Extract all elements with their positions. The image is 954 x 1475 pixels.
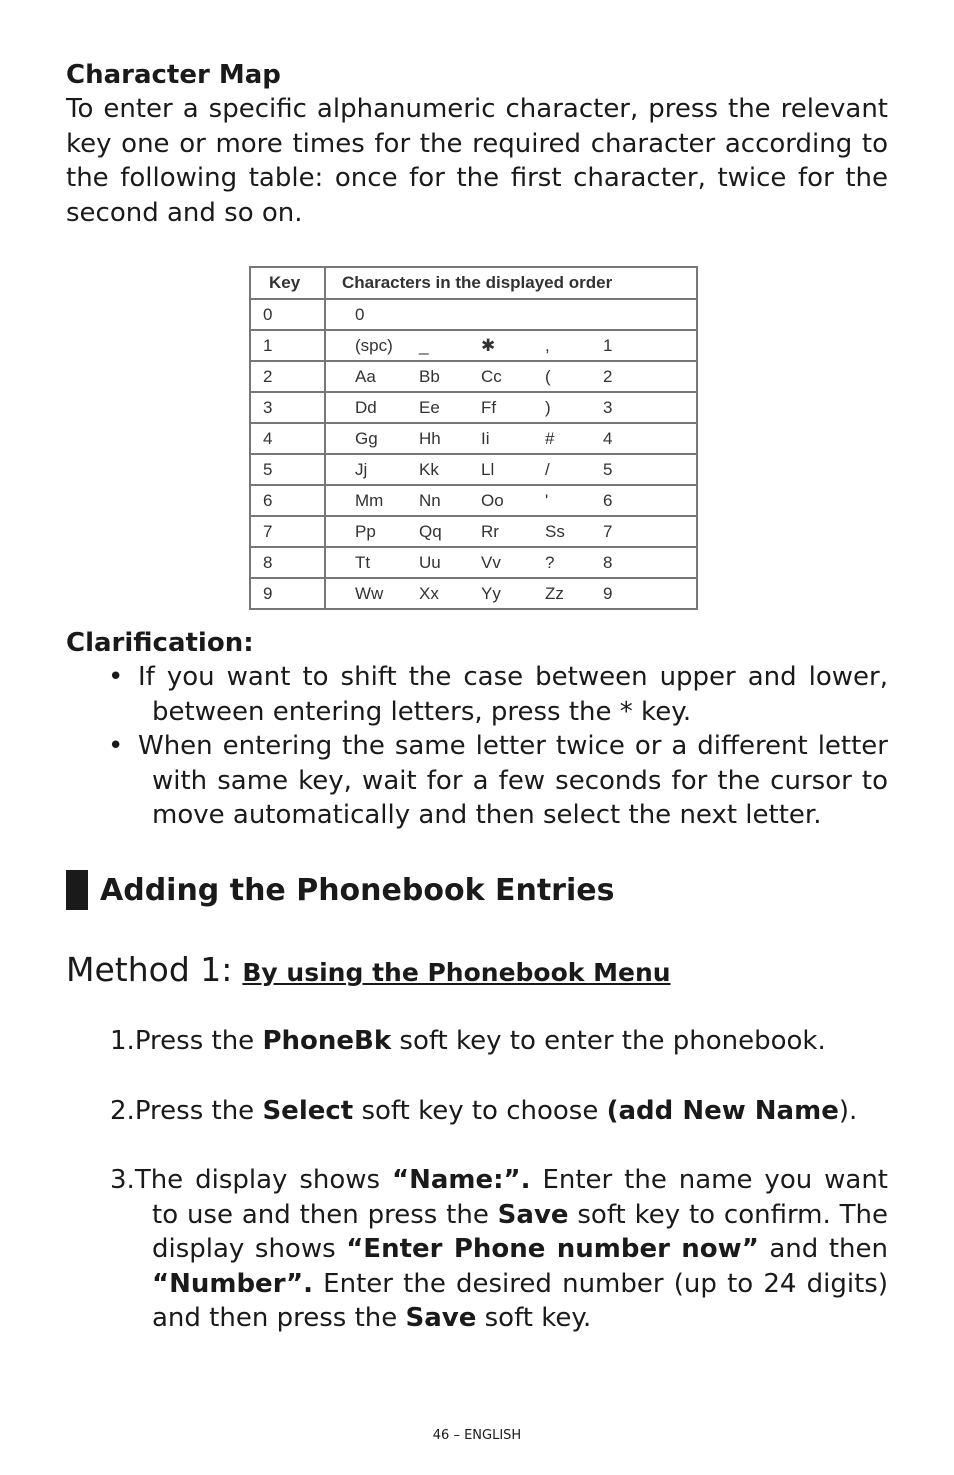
char-value: Aa xyxy=(355,366,376,386)
char-value: ' xyxy=(545,490,549,510)
table-row xyxy=(250,299,697,330)
char-value: Ii xyxy=(481,428,490,448)
table-row xyxy=(250,547,697,578)
char-value: Xx xyxy=(419,583,439,603)
char-value: Jj xyxy=(355,459,368,479)
section-marker-icon xyxy=(66,870,88,910)
section-title: Adding the Phonebook Entries xyxy=(100,872,615,908)
key-cell: 3 xyxy=(250,392,325,423)
key-cell: 1 xyxy=(250,330,325,361)
character-map-table-wrap xyxy=(249,266,698,610)
key-cell: 6 xyxy=(250,485,325,516)
key-cell: 0 xyxy=(250,299,325,330)
char-value: Qq xyxy=(419,521,442,541)
step-3: 3.The display shows “Name:”. Enter the name you want to use and then press the Save soft key to confirm. The display shows “Enter Phone number now” and then “Number”. Enter the desired number (up to 24 digits) and then press the Save soft key. xyxy=(110,1165,889,1333)
character-map-table xyxy=(249,266,698,610)
char-value: Ww xyxy=(355,583,384,603)
chars-cell xyxy=(325,392,697,423)
key-cell: 5 xyxy=(250,454,325,485)
steps-list xyxy=(66,1024,888,1371)
header-chars: Characters in the displayed order xyxy=(325,267,697,299)
char-value: 8 xyxy=(603,552,613,572)
char-value: 2 xyxy=(603,366,613,386)
char-value: Ss xyxy=(545,521,565,541)
bullet-icon: • xyxy=(108,731,124,761)
char-value: Tt xyxy=(355,552,371,572)
page-footer: 46 – ENGLISH xyxy=(432,1428,522,1443)
method-heading xyxy=(66,950,671,989)
table-body xyxy=(250,299,697,609)
char-value: Ee xyxy=(419,397,440,417)
table-row xyxy=(250,361,697,392)
char-value: 0 xyxy=(355,304,365,324)
char-value: Uu xyxy=(419,552,441,572)
char-value: _ xyxy=(419,335,429,355)
chars-cell xyxy=(325,578,697,609)
bullet-icon: • xyxy=(108,662,124,692)
key-cell: 4 xyxy=(250,423,325,454)
clarification-block xyxy=(66,626,888,833)
chars-cell xyxy=(325,361,697,392)
chars-cell xyxy=(325,454,697,485)
method-label: Method 1: xyxy=(66,950,233,989)
char-value: 7 xyxy=(603,521,613,541)
table-row xyxy=(250,454,697,485)
char-value: 1 xyxy=(603,335,613,355)
table-row xyxy=(250,330,697,361)
char-value: Gg xyxy=(355,428,378,448)
char-value: / xyxy=(545,459,550,479)
char-value: Bb xyxy=(419,366,440,386)
chars-cell xyxy=(325,423,697,454)
char-value: ( xyxy=(545,366,551,386)
char-value: Vv xyxy=(481,552,501,572)
chars-cell xyxy=(325,485,697,516)
header-key: Key xyxy=(250,267,325,299)
char-value: Cc xyxy=(481,366,502,386)
char-value: Rr xyxy=(481,521,499,541)
chars-cell xyxy=(325,299,697,330)
char-value: 9 xyxy=(603,583,613,603)
section-heading xyxy=(66,870,614,910)
char-value: 6 xyxy=(603,490,613,510)
table-row xyxy=(250,516,697,547)
charmap-block xyxy=(66,58,888,230)
char-value: Ff xyxy=(481,397,497,417)
chars-cell xyxy=(325,516,697,547)
char-value: Oo xyxy=(481,490,504,510)
char-value: (spc) xyxy=(355,335,393,355)
chars-cell xyxy=(325,547,697,578)
char-value: Zz xyxy=(545,583,564,603)
key-cell: 8 xyxy=(250,547,325,578)
char-value: ? xyxy=(545,552,555,572)
char-value: Dd xyxy=(355,397,377,417)
table-row xyxy=(250,392,697,423)
table-row xyxy=(250,578,697,609)
char-value: Mm xyxy=(355,490,384,510)
char-value: 4 xyxy=(603,428,613,448)
char-value: , xyxy=(545,335,550,355)
list-item: • If you want to shift the case between upper and lower, between entering letters, press the * key. xyxy=(108,662,888,727)
method-subtitle: By using the Phonebook Menu xyxy=(242,958,671,987)
step-2: 2.Press the Select soft key to choose (add New Name). xyxy=(110,1095,858,1126)
table-header-row xyxy=(250,267,697,299)
char-value: Pp xyxy=(355,521,376,541)
char-value: Hh xyxy=(419,428,441,448)
key-cell: 7 xyxy=(250,516,325,547)
charmap-intro: To enter a specific alphanumeric character, press the relevant key one or more times for the required character according to the following table: once for the first character, twice for the second and so on. xyxy=(66,94,888,228)
char-value: # xyxy=(545,428,555,448)
char-value: ✱ xyxy=(481,335,496,355)
char-value: Ll xyxy=(481,459,495,479)
char-value: ) xyxy=(545,397,551,417)
charmap-heading: Character Map xyxy=(66,60,281,90)
clarification-heading: Clarification: xyxy=(66,628,254,658)
chars-cell xyxy=(325,330,697,361)
key-cell: 9 xyxy=(250,578,325,609)
table-row xyxy=(250,423,697,454)
clarification-list xyxy=(66,660,888,833)
list-item: • When entering the same letter twice or a different letter with same key, wait for a few seconds for the cursor to move automatically and then select the next letter. xyxy=(108,731,888,830)
step-1: 1.Press the PhoneBk soft key to enter the phonebook. xyxy=(110,1026,826,1056)
char-value: Kk xyxy=(419,459,439,479)
key-cell: 2 xyxy=(250,361,325,392)
char-value: Nn xyxy=(419,490,441,510)
char-value: 3 xyxy=(603,397,613,417)
char-value: 5 xyxy=(603,459,613,479)
char-value: Yy xyxy=(481,583,501,603)
table-row xyxy=(250,485,697,516)
